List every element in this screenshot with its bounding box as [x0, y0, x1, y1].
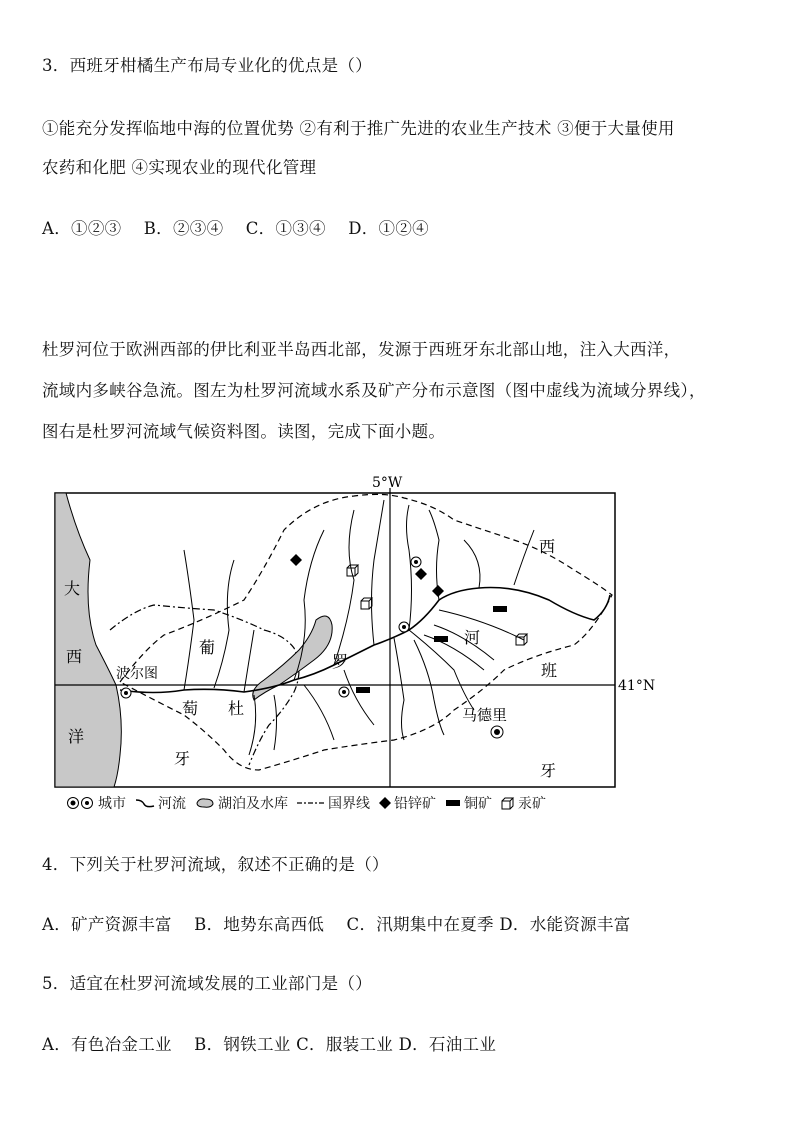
question-5-choices: A．有色冶金工业 B．钢铁工业 C．服装工业 D．石油工业: [42, 1035, 497, 1054]
question-3-options-line2: 农药和化肥 ④实现农业的现代化管理: [42, 158, 317, 177]
legend-mercury: 汞矿: [518, 796, 546, 812]
reservoir: [253, 616, 332, 700]
city-icon: [411, 557, 421, 567]
legend-city: 城市: [98, 796, 126, 812]
portugal-label-2: 萄: [182, 699, 199, 718]
spain-label-3: 牙: [540, 761, 557, 780]
passage-line1: 杜罗河位于欧洲西部的伊比利亚半岛西北部，发源于西班牙东北部山地，注入大西洋，: [42, 340, 681, 359]
city-icon: [399, 622, 409, 632]
river-label-3: 河: [464, 628, 481, 647]
question-3-stem: 3．西班牙柑橘生产布局专业化的优点是（）: [42, 56, 372, 75]
portugal-label-3: 牙: [174, 749, 191, 768]
copper-icon: [493, 606, 507, 612]
passage-line3: 图右是杜罗河流域气候资料图。读图，完成下面小题。: [42, 422, 446, 441]
lat-label: 41°N: [618, 678, 656, 694]
border-icon: [296, 796, 326, 810]
city-icon: [66, 796, 96, 810]
porto-label: 波尔图: [116, 666, 158, 682]
question-5-stem: 5．适宜在杜罗河流域发展的工业部门是（）: [42, 974, 372, 993]
douro-basin-map: [54, 470, 774, 790]
copper-icon: [434, 636, 448, 642]
ocean-label-2: 西: [66, 647, 83, 666]
copper-icon: [444, 796, 462, 810]
river-label-1: 杜: [228, 699, 245, 718]
map-legend: [66, 793, 552, 813]
mercury-icon: [516, 634, 527, 645]
passage-line2: 流域内多峡谷急流。图左为杜罗河流域水系及矿产分布示意图（图中虚线为流域分界线），: [42, 381, 706, 400]
copper-icon: [356, 687, 370, 693]
lead-zinc-icon: [432, 585, 444, 597]
atlantic-ocean: [55, 493, 121, 787]
lead-zinc-icon: [378, 796, 392, 810]
capital-madrid-icon: [491, 726, 503, 738]
question-4-stem: 4．下列关于杜罗河流域，叙述不正确的是（）: [42, 855, 389, 874]
spain-label-2: 班: [541, 661, 558, 680]
city-porto-icon: [121, 688, 131, 698]
lon-label: 5°W: [372, 475, 403, 491]
legend-river: 河流: [158, 796, 186, 812]
river-icon: [134, 796, 156, 810]
mercury-icon: [500, 796, 516, 810]
lead-zinc-icon: [415, 568, 427, 580]
lead-zinc-icon: [290, 554, 302, 566]
portugal-label-1: 葡: [199, 638, 216, 657]
legend-lake: 湖泊及水库: [218, 796, 288, 812]
city-icon: [339, 687, 349, 697]
legend-border: 国界线: [328, 796, 370, 812]
question-3-choices: A．①②③ B．②③④ C．①③④ D．①②④: [42, 219, 429, 238]
legend-leadzinc: 铅锌矿: [394, 796, 436, 812]
ocean-label-1: 大: [64, 579, 81, 598]
question-4-choices: A．矿产资源丰富 B．地势东高西低 C．汛期集中在夏季 D．水能资源丰富: [42, 915, 631, 934]
lake-icon: [194, 796, 216, 810]
ocean-label-3: 洋: [68, 727, 85, 746]
madrid-label: 马德里: [462, 706, 508, 724]
spain-label-1: 西: [539, 537, 556, 556]
basin-boundary: [120, 494, 612, 770]
question-3-options-line1: ①能充分发挥临地中海的位置优势 ②有利于推广先进的农业生产技术 ③便于大量使用: [42, 119, 675, 138]
douro-river: [120, 588, 610, 693]
mercury-icon: [361, 598, 372, 609]
river-label-2: 罗: [332, 652, 349, 671]
legend-copper: 铜矿: [464, 796, 492, 812]
